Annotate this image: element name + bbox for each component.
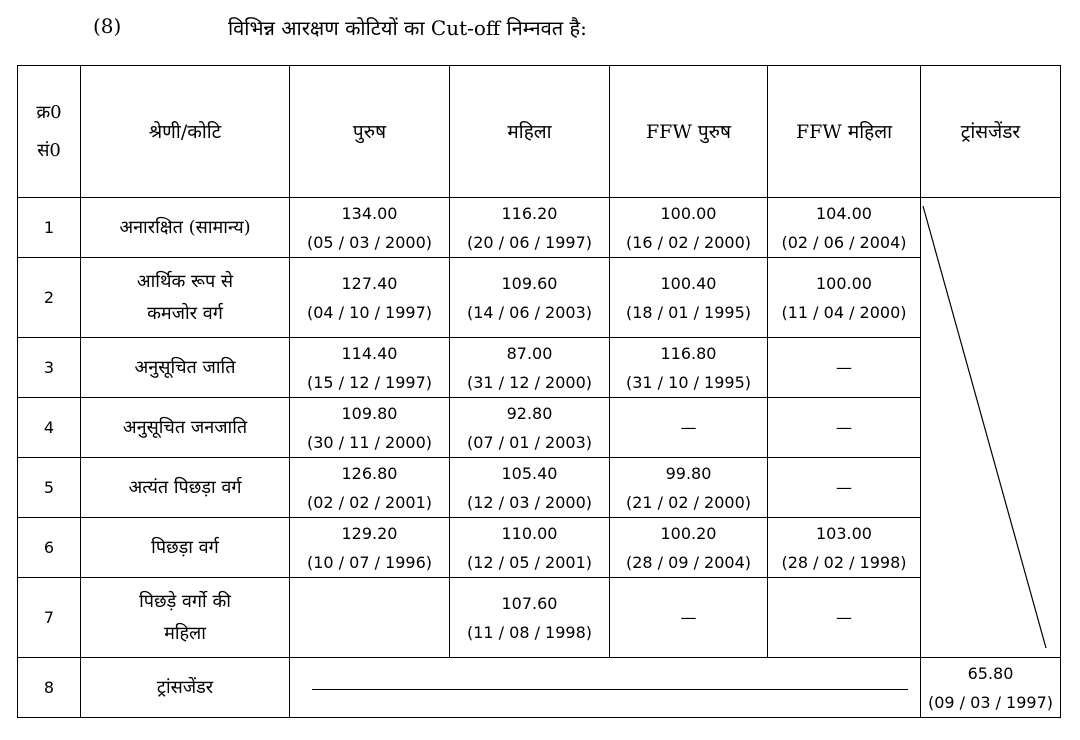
cutoff-value: 107.60	[501, 593, 558, 613]
cutoff-cell-female	[450, 458, 610, 518]
cutoff-cell-ffw-female	[768, 458, 921, 518]
row-category	[81, 198, 290, 258]
cutoff-dob: (05 / 03 / 2000)	[306, 232, 433, 252]
row-serial: 1	[18, 198, 81, 258]
cutoff-dob: (10 / 07 / 1996)	[306, 552, 433, 572]
cutoff-value: 129.20	[341, 523, 398, 543]
cutoff-value: 127.40	[341, 273, 398, 293]
cutoff-cell-male	[290, 198, 450, 258]
cutoff-dob: (28 / 02 / 1998)	[781, 552, 907, 572]
diagonal-strike	[921, 198, 1061, 658]
cutoff-cell-female	[450, 518, 610, 578]
table-row	[18, 338, 1061, 398]
cutoff-value: 100.20	[660, 523, 717, 543]
cutoff-cell-ffw-male	[610, 338, 768, 398]
not-applicable-dash: —	[836, 358, 852, 377]
row-serial: 5	[18, 458, 81, 518]
cutoff-dob: (14 / 06 / 2003)	[466, 302, 593, 322]
cutoff-value: 99.80	[665, 463, 712, 483]
cutoff-dob: (31 / 12 / 2000)	[466, 372, 593, 392]
cutoff-value: 116.20	[501, 203, 558, 223]
cutoff-cell-ffw-male	[610, 258, 768, 338]
not-applicable-dash: —	[836, 608, 852, 627]
not-applicable-dash: —	[680, 608, 697, 627]
table-row	[18, 458, 1061, 518]
transgender-cutoff-cell	[921, 658, 1061, 718]
header-male: पुरुष	[290, 66, 450, 198]
row-serial: 4	[18, 398, 81, 458]
row-serial: 3	[18, 338, 81, 398]
cutoff-cell-male	[290, 338, 450, 398]
cutoff-dob: (12 / 05 / 2001)	[466, 552, 593, 572]
cutoff-dob: (02 / 02 / 2001)	[306, 492, 433, 512]
cutoff-cell-male	[290, 518, 450, 578]
row-category: ट्रांसजेंडर	[81, 658, 290, 718]
cutoff-dob: (30 / 11 / 2000)	[306, 432, 433, 452]
category-line: पिछड़ा वर्ग	[151, 536, 219, 558]
cutoff-cell-female	[450, 198, 610, 258]
header-ffw-male: FFW पुरुष	[610, 66, 768, 198]
cutoff-cell-male	[290, 458, 450, 518]
cutoff-value: 110.00	[501, 523, 558, 543]
table-row	[18, 198, 1061, 258]
category-line: पिछड़े वर्गो की	[139, 590, 231, 612]
cutoff-value: 100.00	[816, 273, 872, 293]
cutoff-value: 104.00	[816, 203, 872, 223]
cutoff-value: 126.80	[341, 463, 398, 483]
cutoff-dob: (18 / 01 / 1995)	[625, 302, 752, 322]
cutoff-dob: (31 / 10 / 1995)	[625, 372, 752, 392]
row-category	[81, 458, 290, 518]
cutoff-cell-female	[450, 578, 610, 658]
category-line: अनुसूचित जनजाति	[122, 416, 248, 438]
row-serial: 8	[18, 658, 81, 718]
cutoff-value: 109.60	[501, 273, 558, 293]
cutoff-dob: (07 / 01 / 2003)	[466, 432, 593, 452]
cutoff-value: 65.80	[967, 663, 1014, 683]
cutoff-dob: (21 / 02 / 2000)	[625, 492, 752, 512]
category-line: अनुसूचित जाति	[134, 356, 236, 378]
row-category	[81, 518, 290, 578]
cutoff-dob: (12 / 03 / 2000)	[466, 492, 593, 512]
cutoff-value: 116.80	[660, 343, 717, 363]
cutoff-cell-ffw-male	[610, 518, 768, 578]
cutoff-dob: (28 / 09 / 2004)	[625, 552, 752, 572]
category-line: महिला	[164, 622, 206, 644]
header-female: महिला	[450, 66, 610, 198]
row-category	[81, 258, 290, 338]
not-applicable-dash: —	[836, 478, 852, 497]
table-row	[18, 578, 1061, 658]
table-row	[18, 518, 1061, 578]
cutoff-cell-male	[290, 578, 450, 658]
cutoff-value: 105.40	[501, 463, 558, 483]
not-applicable-line	[312, 689, 908, 690]
cutoff-value: 87.00	[506, 343, 553, 363]
cutoff-cell-ffw-female	[768, 338, 921, 398]
section-number: (8)	[93, 14, 122, 38]
transgender-not-applicable-cell	[921, 198, 1061, 658]
cutoff-dob: (04 / 10 / 1997)	[306, 302, 433, 322]
cutoff-dob: (11 / 04 / 2000)	[781, 302, 907, 322]
section-title: विभिन्न आरक्षण कोटियों का Cut-off निम्नवत है:	[228, 16, 587, 40]
cutoff-value: 100.40	[660, 273, 717, 293]
category-line: आर्थिक रूप से	[136, 270, 234, 292]
cutoff-cell-ffw-female	[768, 398, 921, 458]
header-ffw-female: FFW महिला	[768, 66, 921, 198]
table-header-row	[18, 66, 1061, 198]
cutoff-cell-male	[290, 398, 450, 458]
cutoff-dob: (20 / 06 / 1997)	[466, 232, 593, 252]
cutoff-dob: (16 / 02 / 2000)	[625, 232, 752, 252]
header-transgender: ट्रांसजेंडर	[921, 66, 1061, 198]
not-applicable-dash: —	[836, 418, 852, 437]
section-heading	[0, 14, 1080, 44]
cutoff-dob: (11 / 08 / 1998)	[466, 622, 593, 642]
cutoff-value: 100.00	[660, 203, 717, 223]
cutoff-cell-ffw-female	[768, 518, 921, 578]
cutoff-cell-ffw-male	[610, 458, 768, 518]
row-category	[81, 338, 290, 398]
table-row	[18, 398, 1061, 458]
cutoff-value: 92.80	[506, 403, 553, 423]
cutoff-cell-female	[450, 258, 610, 338]
cutoff-cell-female	[450, 398, 610, 458]
cutoff-dob: (09 / 03 / 1997)	[927, 692, 1054, 712]
cutoff-cell-ffw-male	[610, 578, 768, 658]
cutoff-value: 114.40	[341, 343, 398, 363]
cutoff-cell-ffw-female	[768, 198, 921, 258]
cutoff-cell-female	[450, 338, 610, 398]
row-serial: 6	[18, 518, 81, 578]
cutoff-cell-ffw-male	[610, 398, 768, 458]
row-serial: 2	[18, 258, 81, 338]
diagonal-line	[923, 206, 1046, 648]
header-serial: क्र0 सं0	[18, 66, 81, 198]
cutoff-value: 109.80	[341, 403, 398, 423]
cutoff-cell-ffw-female	[768, 258, 921, 338]
table-row	[18, 258, 1061, 338]
cutoff-value: 103.00	[816, 523, 872, 543]
not-applicable-dash: —	[680, 418, 697, 437]
category-line: कमजोर वर्ग	[147, 302, 223, 324]
category-line: अनारक्षित (सामान्य)	[119, 216, 251, 238]
not-applicable-line-cell	[290, 658, 921, 718]
header-category: श्रेणी/कोटि	[81, 66, 290, 198]
table-row-transgender	[18, 658, 1061, 718]
cutoff-cell-ffw-female	[768, 578, 921, 658]
cutoff-dob: (02 / 06 / 2004)	[781, 232, 907, 252]
cutoff-cell-ffw-male	[610, 198, 768, 258]
row-category	[81, 398, 290, 458]
cutoff-dob: (15 / 12 / 1997)	[306, 372, 433, 392]
row-serial: 7	[18, 578, 81, 658]
cutoff-cell-male	[290, 258, 450, 338]
category-line: अत्यंत पिछड़ा वर्ग	[128, 476, 242, 498]
row-category	[81, 578, 290, 658]
cutoff-table	[17, 65, 1061, 718]
cutoff-value: 134.00	[341, 203, 398, 223]
